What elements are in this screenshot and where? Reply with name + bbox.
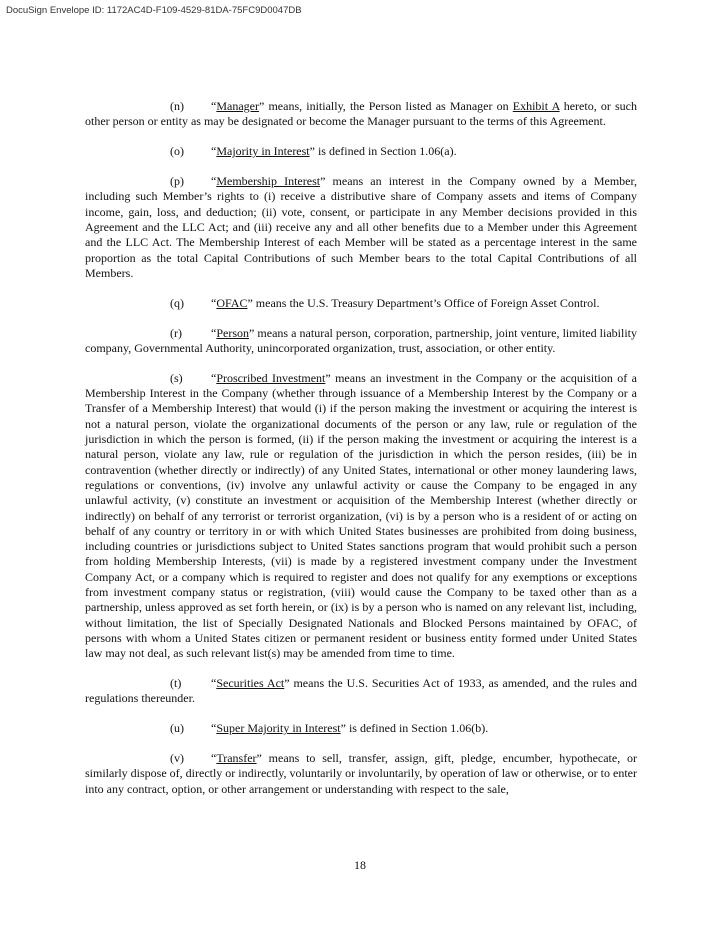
- definition-text: is defined in Section 1.06(b).: [345, 721, 489, 736]
- definition-u: (u) “Super Majority in Interest” is defined in Section 1.06(b).: [170, 721, 489, 736]
- defined-term: Manager: [216, 99, 259, 113]
- definition-v: (v) “Transfer” means to sell, transfer, assign, gift, pledge, encumber, hypothecate, or similarly dispose of, directly or indirectly, voluntarily or involuntarily, by operation of law or otherwise, or to enter into any contract, option, or other arrangement or understanding with respect to the sale,: [85, 751, 637, 796]
- definition-text: means a natural person, corporation, partnership, joint venture, limited liability company, Governmental Authority, unincorporated organization, trust, association, or other entity.: [85, 325, 637, 355]
- page-number: 18: [354, 858, 366, 872]
- exhibit-reference: Exhibit A: [512, 99, 560, 113]
- defined-term: OFAC: [216, 295, 248, 310]
- definition-text: means the U.S. Securities Act of 1933, as amended, and the rules and regulations thereunder.: [85, 676, 638, 706]
- item-label: (v): [170, 751, 184, 766]
- definition-n: (n) “Manager” means, initially, the Person listed as Manager on Exhibit A hereto, or such other person or entity as may be designated or become the Manager pursuant to the terms of this Agreement.: [85, 99, 637, 129]
- definition-r: (r) “Person” means a natural person, corporation, partnership, joint venture, limited liability company, Governmental Authority, unincorporated organization, trust, association, or other entity.: [85, 325, 637, 355]
- definition-s: (s) “Proscribed Investment” means an investment in the Company or the acquisition of a Membership Interest in the Company (whether through issuance of a Membership Interest by the Company or a Transfer of a Membership Interest) that would (i) if the person making the investment or acquiring the interest is not a natural person, violate the organizational documents of the person or any law, rule or regulation of the jurisdiction in which the person is formed, (ii) if the person making the investment or acquiring the interest is a natural person, violate any law, rule or regulation of the jurisdiction in which the person resides, (iii) be in contravention (whether directly or indirectly) of any United States, international or other money laundering laws, regulations or conventions, (iv) involve any unlawful activity or cause the Company to be engaged in any unlawful activity, (v) constitute an investment or acquisition of the Membership Interest (whether directly or indirectly) on behalf of any terrorist or terrorist organization, (vi) is by a person who is a resident of or acting on behalf of any country or territory in or with which United States businesses are prohibited from doing business, including countries or jurisdictions subject to United States sanctions program that would prohibit such a person from holding Membership Interests, (vii) is made by a registered investment company under the Investment Company Act, or a company which is required to register and does not qualify for any exemptions or exceptions from investment company status or registration, (viii) would cause the Company to be taxed other than as a partnership, unless approved as set forth herein, or (ix) is by a person who is named on any relevant list, including, without limitation, the list of Specially Designated Nationals and Blocked Persons maintained by OFAC, of persons with whom a United States citizen or permanent resident or business entity formed under United States law may not deal, as such relevant list(s) may be amended from time to time.: [85, 370, 637, 661]
- definition-text: hereto, or such other person or entity as may be designated or become the Manager pursuant to the terms of this Agreement.: [85, 99, 637, 129]
- item-label: (s): [170, 370, 183, 385]
- item-label: (u): [170, 721, 184, 736]
- definition-t: (t) “Securities Act” means the U.S. Securities Act of 1933, as amended, and the rules and regulations thereunder.: [85, 676, 638, 706]
- item-label: (q): [170, 295, 184, 310]
- defined-term: Proscribed Investment: [216, 370, 326, 385]
- definition-text: means, initially, the Person listed as Manager on: [264, 99, 513, 113]
- item-label: (t): [170, 676, 182, 691]
- definition-text: is defined in Section 1.06(a).: [314, 144, 457, 159]
- defined-term: Super Majority in Interest: [216, 721, 341, 736]
- defined-term: Securities Act: [216, 676, 285, 691]
- defined-term: Majority in Interest: [216, 144, 310, 159]
- definition-text: means an interest in the Company owned by a Member, including such Member’s rights to (i) receive a distributive share of Company assets and items of Company income, gain, loss, and deduction; (ii) vote, consent, or participate in any Member decisions provided in this Agreement and the LLC Act; and (iii) receive any and all other benefits due to a Member under this Agreement and the LLC Act. The Membership Interest of each Member will be stated as a percentage interest in the same proportion as the total Capital Contributions of such Member bears to the total Capital Contributions of all Members.: [85, 174, 638, 280]
- document-body: [85, 99, 637, 812]
- definition-text: means an investment in the Company or the acquisition of a Membership Interest in the Company (whether through issuance of a Membership Interest by the Company or a Transfer of a Membership Interest) that would (i) if the person making the investment or acquiring the interest is not a natural person, violate the organizational documents of the person or any law, rule or regulation of the jurisdiction in which the person is formed, (ii) if the person making the investment or acquiring the interest is a natural person, violate any law, rule or regulation of the jurisdiction in which the person resides, (iii) be in contravention (whether directly or indirectly) of any United States, international or other money laundering laws, regulations or conventions, (iv) involve any unlawful activity or cause the Company to be engaged in any unlawful activity, (v) constitute an investment or acquisition of the Membership Interest (whether directly or indirectly) on behalf of any terrorist or terrorist organization, (vi) is by a person who is a resident of or acting on behalf of any country or territory in or with which United States businesses are prohibited from doing business, including countries or jurisdictions subject to United States sanctions program that would prohibit such a person from holding Membership Interests, (vii) is made by a registered investment company under the Investment Company Act, or a company which is required to register and does not qualify for any exemptions or exceptions from investment company status or registration, (viii) would cause the Company to be taxed other than as a partnership, unless approved as set forth herein, or (ix) is by a person who is named on any relevant list, including, without limitation, the list of Specially Designated Nationals and Blocked Persons maintained by OFAC, of persons with whom a United States citizen or permanent resident or business entity formed under United States law may not deal, as such relevant list(s) may be amended from time to time.: [85, 370, 637, 661]
- defined-term: Transfer: [216, 751, 257, 766]
- item-label: (p): [170, 174, 184, 189]
- defined-term: Membership Interest: [216, 174, 321, 189]
- definition-o: (o) “Majority in Interest” is defined in Section 1.06(a).: [170, 144, 457, 159]
- item-label: (r): [170, 325, 182, 340]
- definition-text: means to sell, transfer, assign, gift, pledge, encumber, hypothecate, or similarly dispose of, directly or indirectly, voluntarily or involuntarily, by operation of law or otherwise, or to enter into any contract, option, or other arrangement or understanding with respect to the sale,: [85, 751, 637, 796]
- definition-p: (p) “Membership Interest” means an interest in the Company owned by a Member, including such Member’s rights to (i) receive a distributive share of Company assets and items of Company income, gain, loss, and deduction; (ii) vote, consent, or participate in any Member decisions provided in this Agreement and the LLC Act; and (iii) receive any and all other benefits due to a Member under this Agreement and the LLC Act. The Membership Interest of each Member will be stated as a percentage interest in the same proportion as the total Capital Contributions of such Member bears to the total Capital Contributions of all Members.: [85, 174, 638, 280]
- envelope-id: DocuSign Envelope ID: 1172AC4D-F109-4529-81DA-75FC9D0047DB: [6, 5, 302, 16]
- definition-text: means the U.S. Treasury Department’s Office of Foreign Asset Control.: [252, 295, 600, 310]
- definition-q: (q) “OFAC” means the U.S. Treasury Department’s Office of Foreign Asset Control.: [170, 295, 600, 310]
- defined-term: Person: [216, 325, 249, 340]
- item-label: (o): [170, 144, 184, 159]
- item-label: (n): [170, 99, 184, 113]
